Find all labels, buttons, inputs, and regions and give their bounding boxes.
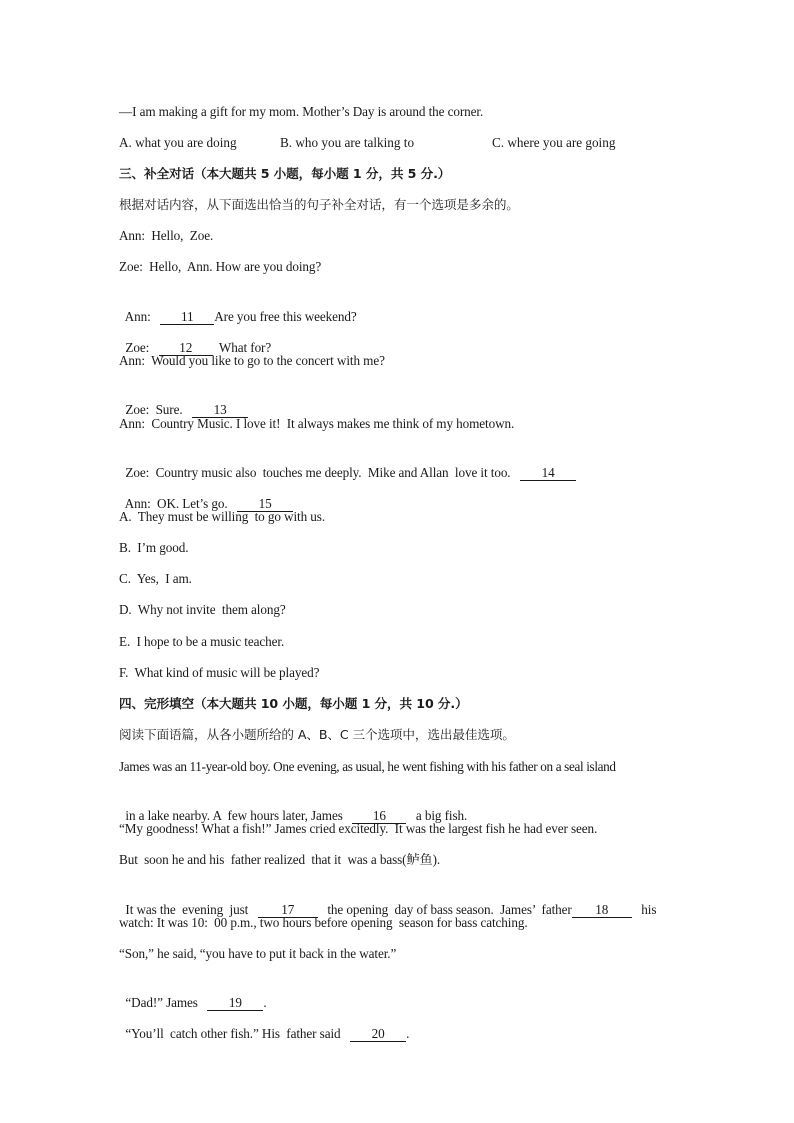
- passage-text: “Dad!” James: [125, 995, 208, 1010]
- dialogue-line: [119, 383, 248, 419]
- passage-text: in a lake nearby. A few hours later, James: [125, 808, 353, 823]
- passage-text: It was the evening just: [125, 902, 258, 917]
- q10-option-c: C. where you are going: [492, 135, 616, 150]
- passage-text: a big fish.: [406, 808, 468, 823]
- passage-text: .: [263, 995, 267, 1010]
- option-c: C. Yes, I am.: [119, 571, 192, 586]
- option-e: E. I hope to be a music teacher.: [119, 634, 285, 649]
- blank-15: 15: [237, 497, 293, 512]
- speaker-text: Ann:: [124, 309, 161, 324]
- section3-instruction: 根据对话内容，从下面选出恰当的句子补全对话，有一个选项是多余的。: [119, 197, 519, 212]
- passage-line: James was an 11-year-old boy. One evening, as usual, he went fishing with his father on a seal island: [119, 759, 616, 774]
- dialogue-line: Zoe: Hello, Ann. How are you doing?: [119, 259, 322, 274]
- passage-text: .: [406, 1026, 410, 1041]
- option-d: D. Why not invite them along?: [119, 602, 286, 617]
- passage-text: “You’ll catch other fish.” His father said: [125, 1026, 351, 1041]
- option-f: F. What kind of music will be played?: [119, 665, 320, 680]
- passage-line: But soon he and his father realized that it was a bass(鲈鱼).: [119, 852, 441, 867]
- passage-line: watch: It was 10: 00 p.m., two hours before opening season for bass catching.: [119, 915, 528, 930]
- blank-20: 20: [350, 1027, 406, 1042]
- option-a: A. They must be willing to go with us.: [119, 509, 326, 524]
- q10-option-b: B. who you are talking to: [280, 135, 415, 150]
- dialogue-line: Ann: Hello, Zoe.: [119, 228, 214, 243]
- blank-17: 17: [258, 903, 318, 918]
- blank-19: 19: [207, 996, 263, 1011]
- dialogue-line: Ann: Would you like to go to the concert with me?: [119, 353, 385, 368]
- dialogue-text: What for?: [212, 340, 272, 355]
- passage-line: “Son,” he said, “you have to put it back in the water.”: [119, 946, 397, 961]
- speaker-text: Zoe:: [125, 340, 159, 355]
- passage-line: “My goodness! What a fish!” James cried excitedly. It was the largest fish he had ever seen.: [119, 821, 598, 836]
- answer-line: —I am making a gift for my mom. Mother’s Day is around the corner.: [119, 104, 484, 119]
- speaker-text: Ann: OK. Let’s go.: [124, 496, 238, 511]
- speaker-text: Zoe: Sure.: [125, 402, 193, 417]
- blank-14: 14: [520, 466, 576, 481]
- blank-11: 11: [160, 310, 214, 325]
- passage-line: [119, 1007, 409, 1043]
- passage-text: his: [631, 902, 657, 917]
- section4-instruction: 阅读下面语篇，从各小题所给的 A、B、C 三个选项中，选出最佳选项。: [119, 727, 515, 742]
- q10-option-a: A. what you are doing: [119, 135, 237, 150]
- blank-16: 16: [352, 809, 406, 824]
- blank-18: 18: [572, 903, 632, 918]
- option-b: B. I’m good.: [119, 540, 189, 555]
- dialogue-text: Are you free this weekend?: [214, 309, 357, 324]
- passage-text: the opening day of bass season. James’ father: [317, 902, 572, 917]
- section3-heading: 三、补全对话（本大题共 5 小题，每小题 1 分，共 5 分.）: [119, 166, 451, 181]
- dialogue-line: Ann: Country Music. I love it! It always makes me think of my hometown.: [119, 416, 515, 431]
- speaker-text: Zoe: Country music also touches me deeply. Mike and Allan love it too.: [125, 465, 521, 480]
- blank-12: 12: [159, 341, 213, 356]
- section4-heading: 四、完形填空（本大题共 10 小题，每小题 1 分，共 10 分.）: [119, 696, 468, 711]
- blank-13: 13: [192, 403, 248, 418]
